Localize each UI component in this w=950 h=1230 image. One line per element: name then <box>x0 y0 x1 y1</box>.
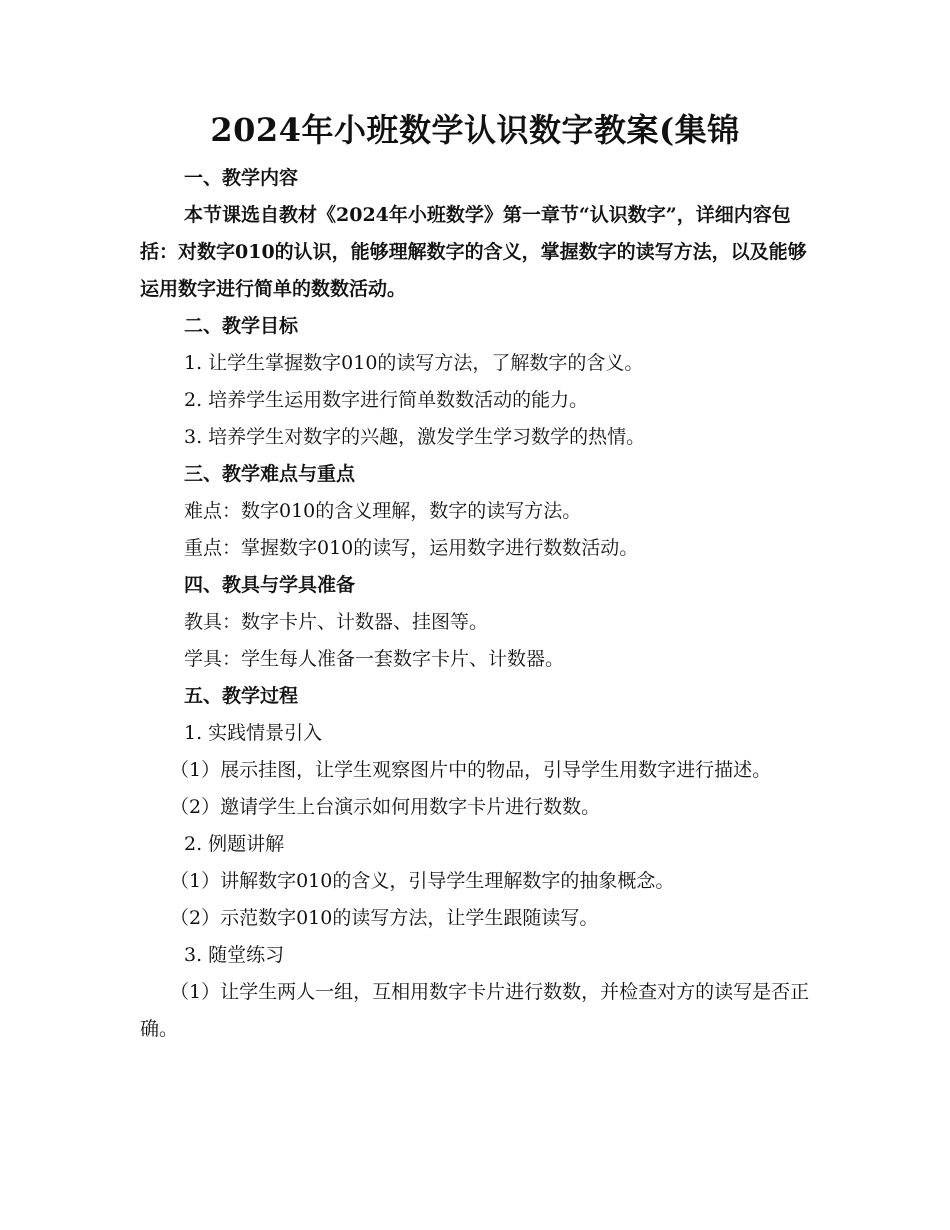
process-step-2-b: （2）示范数字010的读写方法，让学生跟随读写。 <box>170 907 599 929</box>
focus-line: 重点：掌握数字010的读写，运用数字进行数数活动。 <box>184 537 639 559</box>
process-step-2: 2. 例题讲解 <box>184 833 285 855</box>
objective-item-2: 2. 培养学生运用数字进行简单数数活动的能力。 <box>184 389 589 411</box>
section-heading-content: 一、教学内容 <box>184 167 299 189</box>
process-step-1-a: （1）展示挂图，让学生观察图片中的物品，引导学生用数字进行描述。 <box>170 759 772 781</box>
section-heading-key-points: 三、教学难点与重点 <box>184 463 356 485</box>
document-title: 2024年小班数学认识数字教案(集锦 <box>210 111 740 149</box>
student-materials-line: 学具：学生每人准备一套数字卡片、计数器。 <box>184 648 565 670</box>
process-step-1: 1. 实践情景引入 <box>184 722 323 744</box>
process-step-1-b: （2）邀请学生上台演示如何用数字卡片进行数数。 <box>170 796 601 818</box>
section-heading-process: 五、教学过程 <box>184 685 299 707</box>
objective-item-3: 3. 培养学生对数字的兴趣，激发学生学习数学的热情。 <box>184 426 646 448</box>
process-step-3-a: （1）让学生两人一组，互相用数字卡片进行数数，并检查对方的读写是否正确。 <box>140 981 810 1040</box>
objective-item-1: 1. 让学生掌握数字010的读写方法，了解数字的含义。 <box>184 352 644 374</box>
section-body-content: 本节课选自教材《2024年小班数学》第一章节“认识数字”，详细内容包括：对数字010的认识，能够理解数字的含义，掌握数字的读写方法，以及能够运用数字进行简单的数数活动。 <box>140 204 807 300</box>
process-step-3: 3. 随堂练习 <box>184 944 285 966</box>
section-heading-materials: 四、教具与学具准备 <box>184 574 356 596</box>
process-step-2-a: （1）讲解数字010的含义，引导学生理解数字的抽象概念。 <box>170 870 675 892</box>
section-heading-objectives: 二、教学目标 <box>184 315 299 337</box>
difficulty-line: 难点：数字010的含义理解，数字的读写方法。 <box>184 500 582 522</box>
teacher-materials-line: 教具：数字卡片、计数器、挂图等。 <box>184 611 489 633</box>
